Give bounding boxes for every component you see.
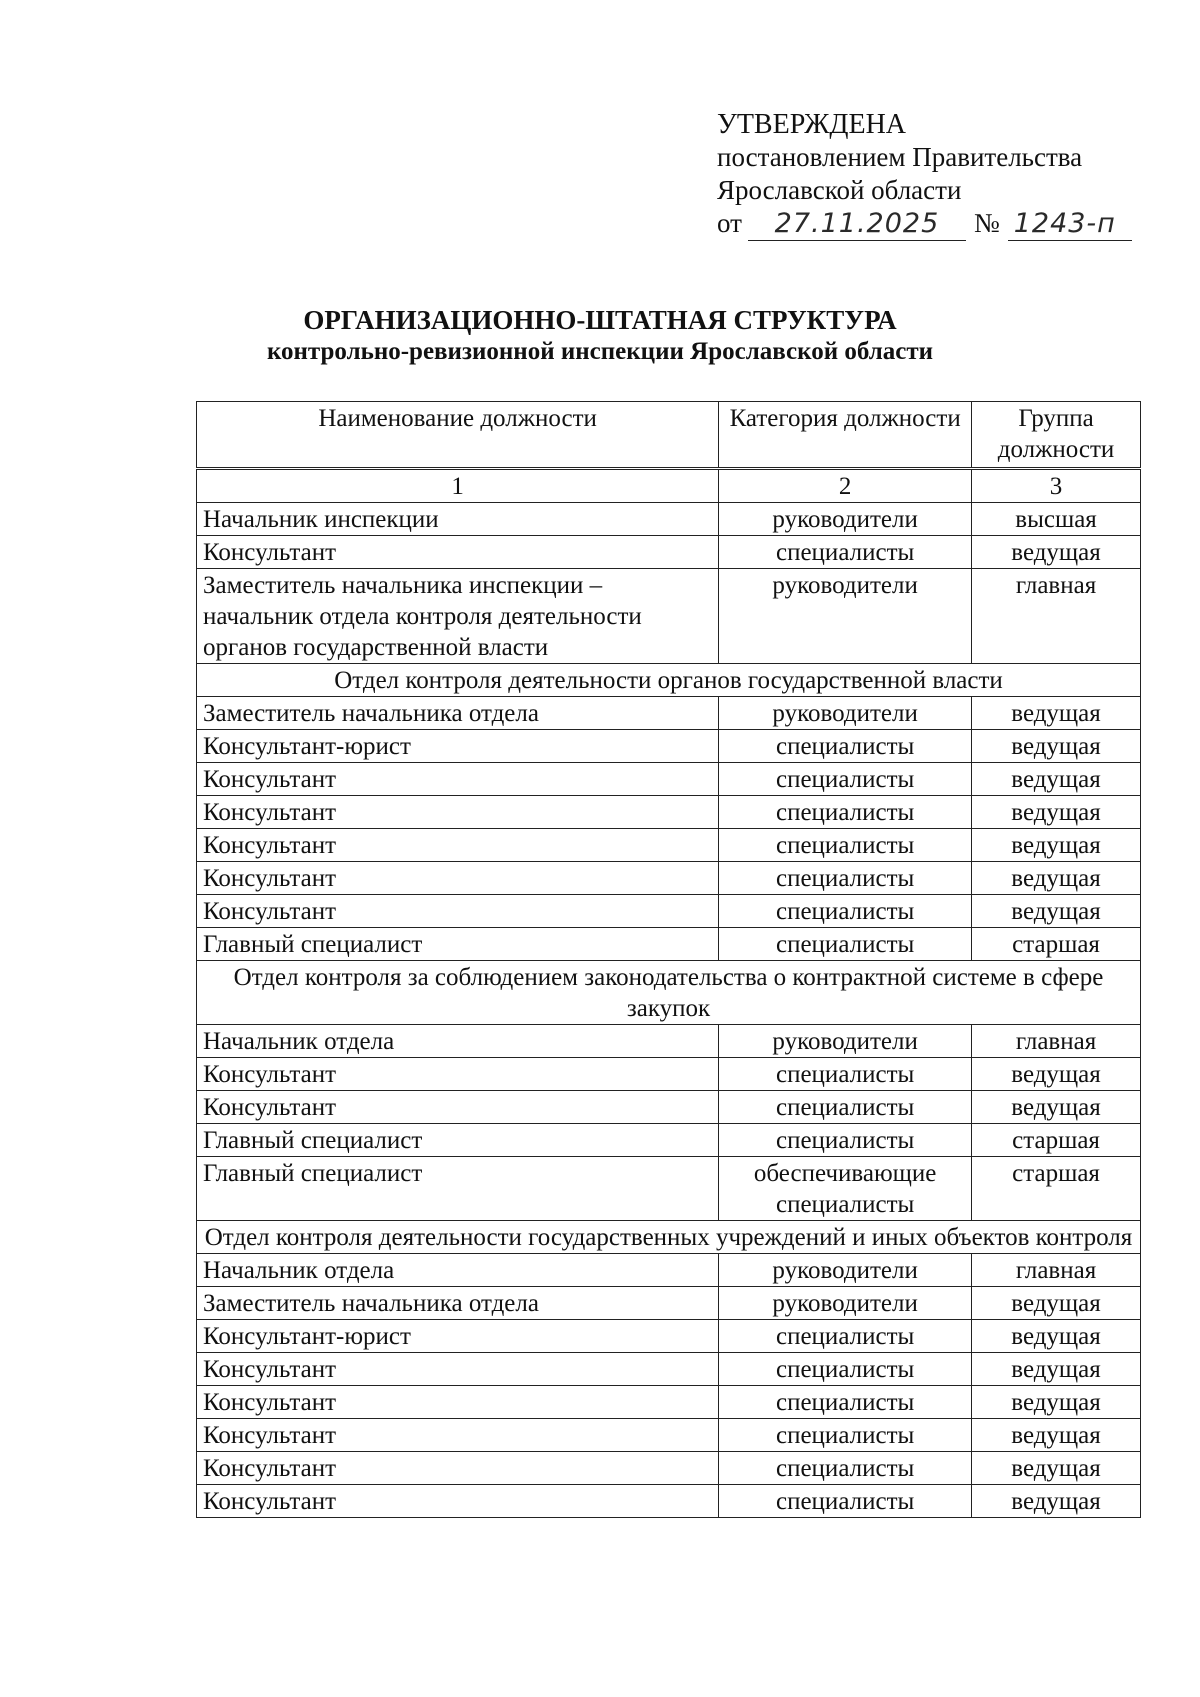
position-category: руководители xyxy=(719,697,972,730)
approval-line-1: постановлением Правительства xyxy=(717,142,1083,172)
section-header-row xyxy=(197,1221,1141,1254)
approval-block xyxy=(717,108,1132,241)
header-category: Категория должности xyxy=(719,402,972,469)
position-name: Консультант xyxy=(197,1386,719,1419)
position-category: руководители xyxy=(719,569,972,664)
header-group: Группа должности xyxy=(972,402,1141,469)
position-name: Главный специалист xyxy=(197,1157,719,1221)
table-row xyxy=(197,1320,1141,1353)
column-number-3: 3 xyxy=(972,469,1141,503)
position-name: Заместитель начальника инспекции – начальник отдела контроля деятельности органов государственной власти xyxy=(197,569,719,664)
position-category: руководители xyxy=(719,1287,972,1320)
table-row xyxy=(197,895,1141,928)
position-category: специалисты xyxy=(719,1058,972,1091)
table-row xyxy=(197,1419,1141,1452)
table-row xyxy=(197,1091,1141,1124)
table-row xyxy=(197,1157,1141,1221)
table-row xyxy=(197,1254,1141,1287)
approval-line-2: Ярославской области xyxy=(717,175,962,205)
date-prefix: от xyxy=(717,208,742,238)
position-name: Главный специалист xyxy=(197,1124,719,1157)
staff-structure-table xyxy=(196,401,1141,1518)
position-name: Консультант xyxy=(197,536,719,569)
position-group: ведущая xyxy=(972,862,1141,895)
position-group: ведущая xyxy=(972,763,1141,796)
position-name: Главный специалист xyxy=(197,928,719,961)
position-group: ведущая xyxy=(972,1419,1141,1452)
position-group: старшая xyxy=(972,1157,1141,1221)
handwritten-number: 1243-п xyxy=(1008,207,1132,241)
position-category: специалисты xyxy=(719,928,972,961)
table-row xyxy=(197,763,1141,796)
header-position-name: Наименование должности xyxy=(197,402,719,469)
section-header-row xyxy=(197,664,1141,697)
position-category: руководители xyxy=(719,1254,972,1287)
position-category: специалисты xyxy=(719,1353,972,1386)
column-number-2: 2 xyxy=(719,469,972,503)
position-category: руководители xyxy=(719,503,972,536)
position-name: Консультант xyxy=(197,1419,719,1452)
document-subtitle: контрольно-ревизионной инспекции Ярославской области xyxy=(266,338,934,365)
position-name: Консультант xyxy=(197,1091,719,1124)
position-name: Консультант xyxy=(197,796,719,829)
table-row xyxy=(197,503,1141,536)
position-name: Консультант-юрист xyxy=(197,1320,719,1353)
position-category: специалисты xyxy=(719,1124,972,1157)
position-category: специалисты xyxy=(719,1320,972,1353)
position-name: Начальник отдела xyxy=(197,1254,719,1287)
table-row xyxy=(197,1287,1141,1320)
position-group: ведущая xyxy=(972,1058,1141,1091)
position-category: специалисты xyxy=(719,829,972,862)
column-number-row xyxy=(197,469,1141,503)
table-row xyxy=(197,730,1141,763)
position-category: специалисты xyxy=(719,796,972,829)
table-row xyxy=(197,697,1141,730)
position-group: высшая xyxy=(972,503,1141,536)
position-category: специалисты xyxy=(719,1452,972,1485)
position-name: Начальник инспекции xyxy=(197,503,719,536)
table-row xyxy=(197,1124,1141,1157)
position-category: специалисты xyxy=(719,1419,972,1452)
position-category: специалисты xyxy=(719,536,972,569)
position-group: старшая xyxy=(972,928,1141,961)
position-name: Консультант-юрист xyxy=(197,730,719,763)
position-name: Консультант xyxy=(197,1452,719,1485)
table-row xyxy=(197,536,1141,569)
position-group: ведущая xyxy=(972,1485,1141,1518)
position-name: Консультант xyxy=(197,862,719,895)
table-header-row xyxy=(197,402,1141,469)
section-header-row xyxy=(197,961,1141,1025)
position-name: Консультант xyxy=(197,1058,719,1091)
section-title: Отдел контроля за соблюдением законодательства о контрактной системе в сфере закупок xyxy=(197,961,1141,1025)
position-group: ведущая xyxy=(972,829,1141,862)
position-name: Консультант xyxy=(197,763,719,796)
position-category: специалисты xyxy=(719,895,972,928)
table-row xyxy=(197,862,1141,895)
position-group: ведущая xyxy=(972,796,1141,829)
table-row xyxy=(197,1485,1141,1518)
table-row xyxy=(197,796,1141,829)
position-group: ведущая xyxy=(972,1452,1141,1485)
handwritten-date: 27.11.2025 xyxy=(748,207,966,241)
table-row xyxy=(197,1025,1141,1058)
position-name: Начальник отдела xyxy=(197,1025,719,1058)
column-number-1: 1 xyxy=(197,469,719,503)
position-group: ведущая xyxy=(972,1091,1141,1124)
position-name: Консультант xyxy=(197,1485,719,1518)
position-category: руководители xyxy=(719,1025,972,1058)
position-name: Консультант xyxy=(197,895,719,928)
position-category: специалисты xyxy=(719,862,972,895)
position-group: ведущая xyxy=(972,1320,1141,1353)
section-title: Отдел контроля деятельности государственных учреждений и иных объектов контроля xyxy=(197,1221,1141,1254)
number-prefix: № xyxy=(973,208,1000,238)
section-title: Отдел контроля деятельности органов государственной власти xyxy=(197,664,1141,697)
position-name: Консультант xyxy=(197,829,719,862)
approval-date-line xyxy=(717,207,1132,241)
position-group: ведущая xyxy=(972,730,1141,763)
position-group: ведущая xyxy=(972,1353,1141,1386)
table-row xyxy=(197,1058,1141,1091)
position-group: ведущая xyxy=(972,1287,1141,1320)
position-group: ведущая xyxy=(972,895,1141,928)
table-row xyxy=(197,1353,1141,1386)
position-name: Заместитель начальника отдела xyxy=(197,1287,719,1320)
position-name: Консультант xyxy=(197,1353,719,1386)
position-group: ведущая xyxy=(972,697,1141,730)
position-category: специалисты xyxy=(719,1091,972,1124)
position-category: специалисты xyxy=(719,1485,972,1518)
table-row xyxy=(197,928,1141,961)
position-name: Заместитель начальника отдела xyxy=(197,697,719,730)
position-group: главная xyxy=(972,569,1141,664)
position-group: ведущая xyxy=(972,536,1141,569)
table-row xyxy=(197,1386,1141,1419)
position-group: ведущая xyxy=(972,1386,1141,1419)
document-title: ОРГАНИЗАЦИОННО-ШТАТНАЯ СТРУКТУРА xyxy=(303,305,897,335)
position-group: главная xyxy=(972,1254,1141,1287)
approval-title: УТВЕРЖДЕНА xyxy=(717,109,907,140)
position-category: специалисты xyxy=(719,763,972,796)
position-category: специалисты xyxy=(719,1386,972,1419)
position-group: главная xyxy=(972,1025,1141,1058)
position-category: специалисты xyxy=(719,730,972,763)
position-group: старшая xyxy=(972,1124,1141,1157)
table-row xyxy=(197,829,1141,862)
position-category: обеспечивающие специалисты xyxy=(719,1157,972,1221)
table-row xyxy=(197,569,1141,664)
table-row xyxy=(197,1452,1141,1485)
